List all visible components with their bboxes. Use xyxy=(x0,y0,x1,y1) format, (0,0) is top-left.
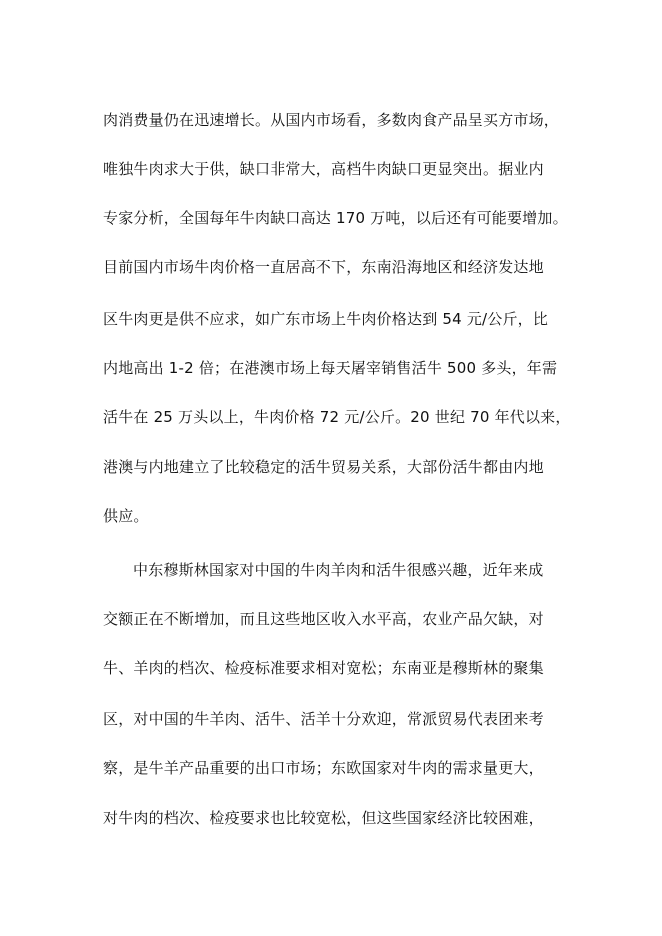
text-line: 区，对中国的牛羊肉、活牛、活羊十分欢迎，常派贸易代表团来考 xyxy=(103,710,544,728)
text-line: 活牛在 25 万头以上，牛肉价格 72 元/公斤。20 世纪 70 年代以来， xyxy=(103,408,571,426)
text-line: 专家分析，全国每年牛肉缺口高达 170 万吨，以后还有可能要增加。 xyxy=(103,209,568,227)
text-line: 港澳与内地建立了比较稳定的活牛贸易关系，大部份活牛都由内地 xyxy=(103,458,544,476)
text-line: 察，是牛羊产品重要的出口市场；东欧国家对牛肉的需求量更大， xyxy=(103,759,544,777)
text-line: 供应。 xyxy=(103,507,149,525)
text-line: 目前国内市场牛肉价格一直居高不下，东南沿海地区和经济发达地 xyxy=(103,258,544,276)
text-line: 牛、羊肉的档次、检疫标准要求相对宽松；东南亚是穆斯林的聚集 xyxy=(103,659,544,677)
text-line: 对牛肉的档次、检疫要求也比较宽松，但这些国家经济比较困难， xyxy=(103,809,544,827)
text-line: 区牛肉更是供不应求，如广东市场上牛肉价格达到 54 元/公斤，比 xyxy=(103,310,549,328)
text-line: 唯独牛肉求大于供，缺口非常大，高档牛肉缺口更显突出。据业内 xyxy=(103,160,544,178)
text-line: 中东穆斯林国家对中国的牛肉羊肉和活牛很感兴趣，近年来成 xyxy=(133,561,544,579)
text-line: 交额正在不断增加，而且这些地区收入水平高，农业产品欠缺，对 xyxy=(103,610,544,628)
text-line: 肉消费量仍在迅速增长。从国内市场看，多数肉食产品呈买方市场， xyxy=(103,111,560,129)
text-line: 内地高出 1-2 倍；在港澳市场上每天屠宰销售活牛 500 多头，年需 xyxy=(103,359,558,377)
